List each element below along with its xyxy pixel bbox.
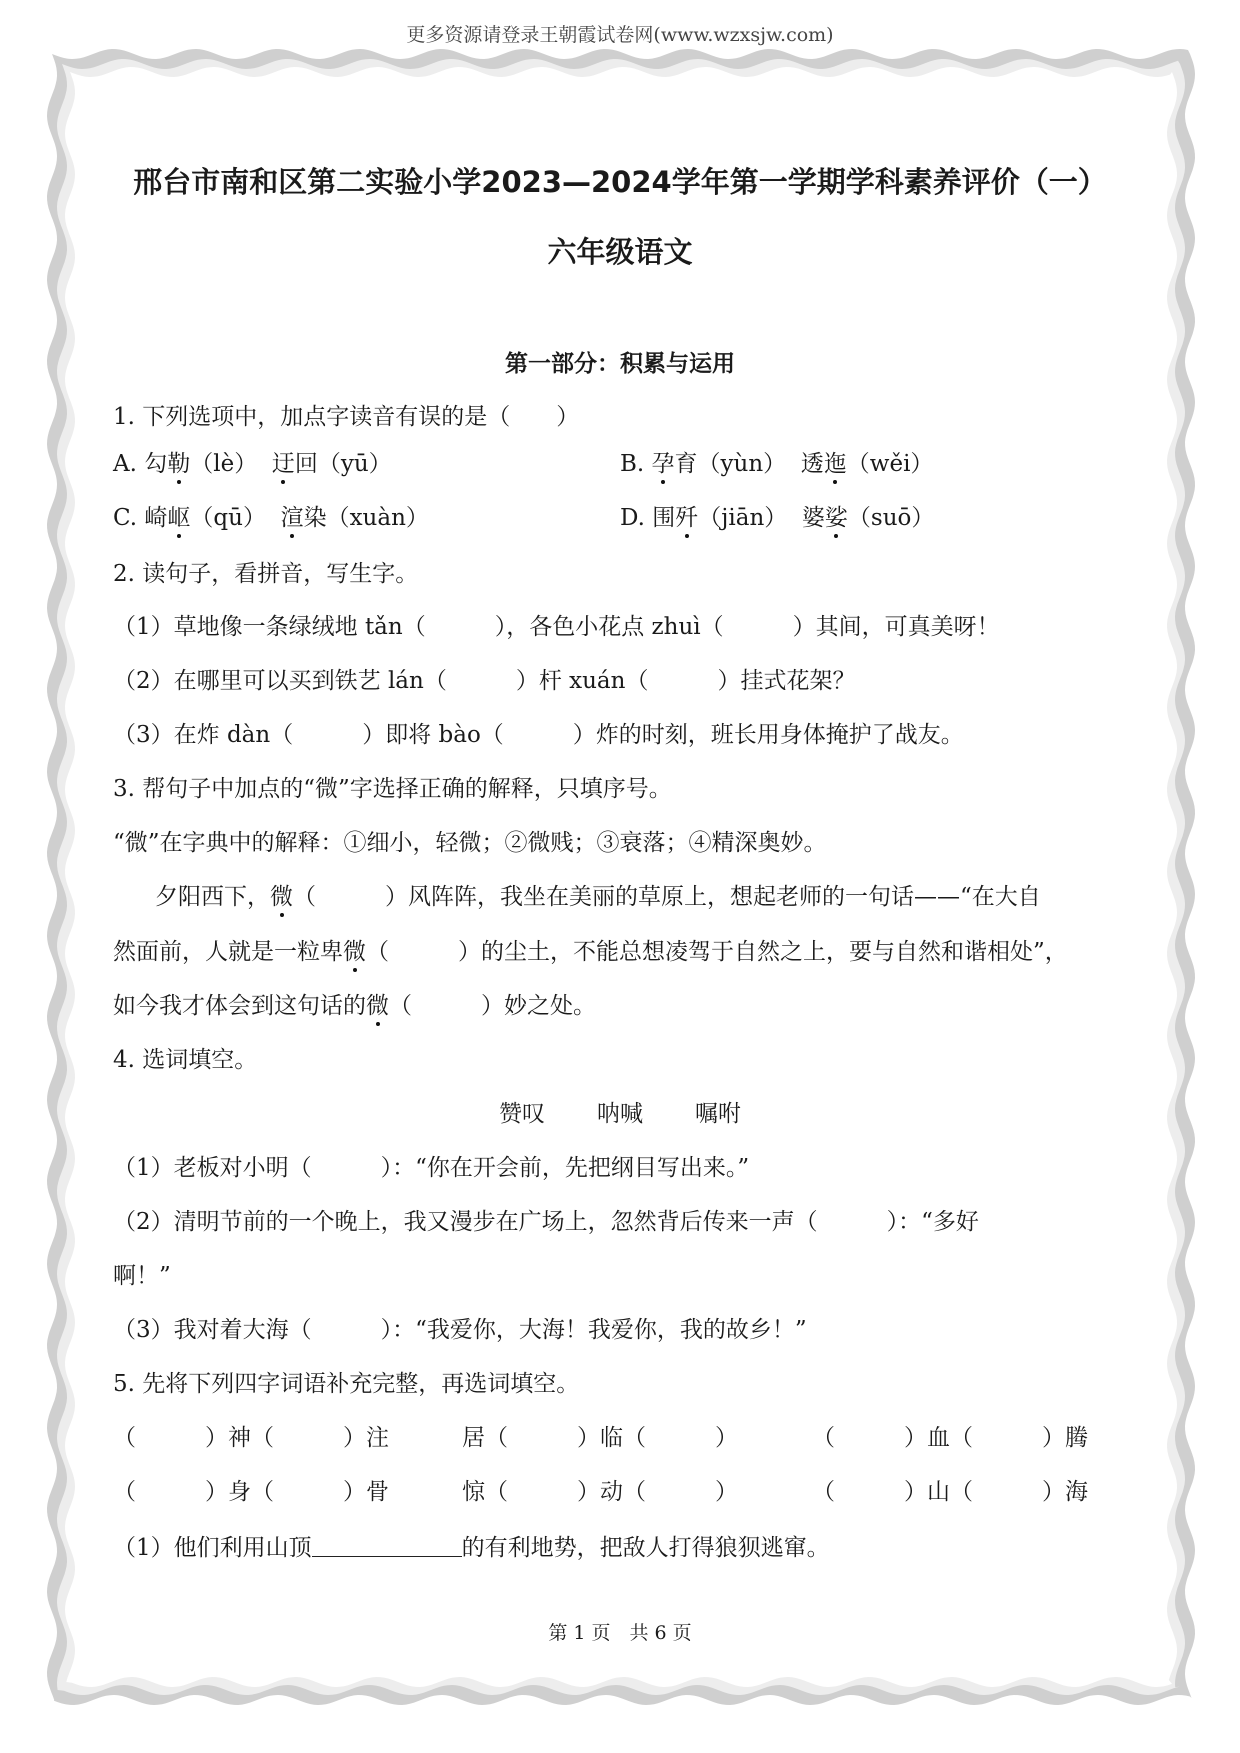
page-number: 第 1 页 共 6 页 — [548, 1622, 692, 1644]
q3-definitions: “微”在字典中的解释：①细小，轻微；②微贱；③衰落；④精深奥妙。 — [113, 830, 827, 856]
q2-sentence-2: （2）在哪里可以买到铁艺 lán（ ）杆 xuán（ ）挂式花架？ — [113, 668, 856, 694]
q4-stem: 4. 选词填空。 — [113, 1047, 258, 1073]
q4-sentence-2: （2）清明节前的一个晚上，我又漫步在广场上，忽然背后传来一声（ ）：“多好 — [113, 1209, 979, 1235]
emphasis-dot-char: 娑 — [824, 505, 848, 531]
q5-idiom-4: （ ）身（ ）骨 — [113, 1479, 389, 1505]
q4-sentence-1: （1）老板对小明（ ）：“你在开会前，先把纲目写出来。” — [113, 1155, 750, 1181]
emphasis-dot-char: 微 — [366, 993, 389, 1019]
section-heading: 第一部分：积累与运用 — [505, 351, 735, 377]
q1-option-c: C. 崎岖（qū） 渲染（xuàn） — [113, 505, 429, 531]
q5-idiom-6: （ ）山（ ）海 — [812, 1479, 1088, 1505]
emphasis-dot-char: 渲 — [280, 505, 304, 531]
word-option: 呐喊 — [597, 1101, 643, 1127]
q5-idiom-2: 居（ ）临（ ） — [462, 1425, 738, 1451]
q5-idiom-5: 惊（ ）动（ ） — [462, 1479, 738, 1505]
q3-paragraph-line-2: 然面前，人就是一粒卑微（ ）的尘土，不能总想凌驾于自然之上，要与自然和谐相处”， — [113, 939, 1068, 965]
exam-title: 邢台市南和区第二实验小学2023—2024学年第一学期学科素养评价（一） — [133, 165, 1107, 199]
emphasis-dot-char: 勒 — [167, 451, 191, 477]
q5-idiom-3: （ ）血（ ）腾 — [812, 1425, 1088, 1451]
q5-sentence-1: （1）他们利用山顶 的有利地势，把敌人打得狼狈逃窜。 — [113, 1535, 830, 1561]
q3-paragraph-line-3: 如今我才体会到这句话的微（ ）妙之处。 — [113, 993, 596, 1019]
q4-word-bank — [0, 1099, 1240, 1129]
word-option: 嘱咐 — [695, 1101, 741, 1127]
q5-stem: 5. 先将下列四字词语补充完整，再选词填空。 — [113, 1371, 580, 1397]
q1-option-b: B. 孕育（yùn） 透迤（wěi） — [620, 451, 934, 477]
q2-sentence-3: （3）在炸 dàn（ ）即将 bào（ ）炸的时刻，班长用身体掩护了战友。 — [113, 722, 964, 748]
emphasis-dot-char: 微 — [343, 939, 366, 965]
emphasis-dot-char: 孕 — [651, 451, 675, 477]
q4-sentence-3: （3）我对着大海（ ）：“我爱你，大海！我爱你，我的故乡！” — [113, 1317, 807, 1343]
q2-sentence-1: （1）草地像一条绿绒地 tǎn（ ），各色小花点 zhuì（ ）其间，可真美呀！ — [113, 614, 1000, 640]
emphasis-dot-char: 岖 — [167, 505, 191, 531]
q2-stem: 2. 读句子，看拼音，写生字。 — [113, 561, 419, 587]
q1-option-a: A. 勾勒（lè） 迂回（yū） — [113, 451, 392, 477]
exam-subtitle: 六年级语文 — [547, 235, 693, 269]
q3-stem: 3. 帮句子中加点的“微”字选择正确的解释，只填序号。 — [113, 776, 672, 802]
answer-blank-line — [312, 1534, 462, 1557]
emphasis-dot-char: 迤 — [823, 451, 847, 477]
emphasis-dot-char: 微 — [270, 884, 293, 910]
word-option: 赞叹 — [499, 1101, 545, 1127]
emphasis-dot-char: 歼 — [675, 505, 699, 531]
emphasis-dot-char: 迂 — [271, 451, 295, 477]
watermark-text: 更多资源请登录王朝霞试卷网(www.wzxsjw.com) — [406, 24, 834, 46]
q1-stem: 1. 下列选项中，加点字读音有误的是（ ） — [113, 404, 580, 430]
q4-sentence-2-continued: 啊！” — [113, 1263, 171, 1289]
q5-idiom-1: （ ）神（ ）注 — [113, 1425, 389, 1451]
q3-paragraph-line-1: 夕阳西下，微（ ）风阵阵，我坐在美丽的草原上，想起老师的一句话——“在大自 — [155, 884, 1041, 910]
q1-option-d: D. 围歼（jiān） 婆娑（suō） — [620, 505, 935, 531]
